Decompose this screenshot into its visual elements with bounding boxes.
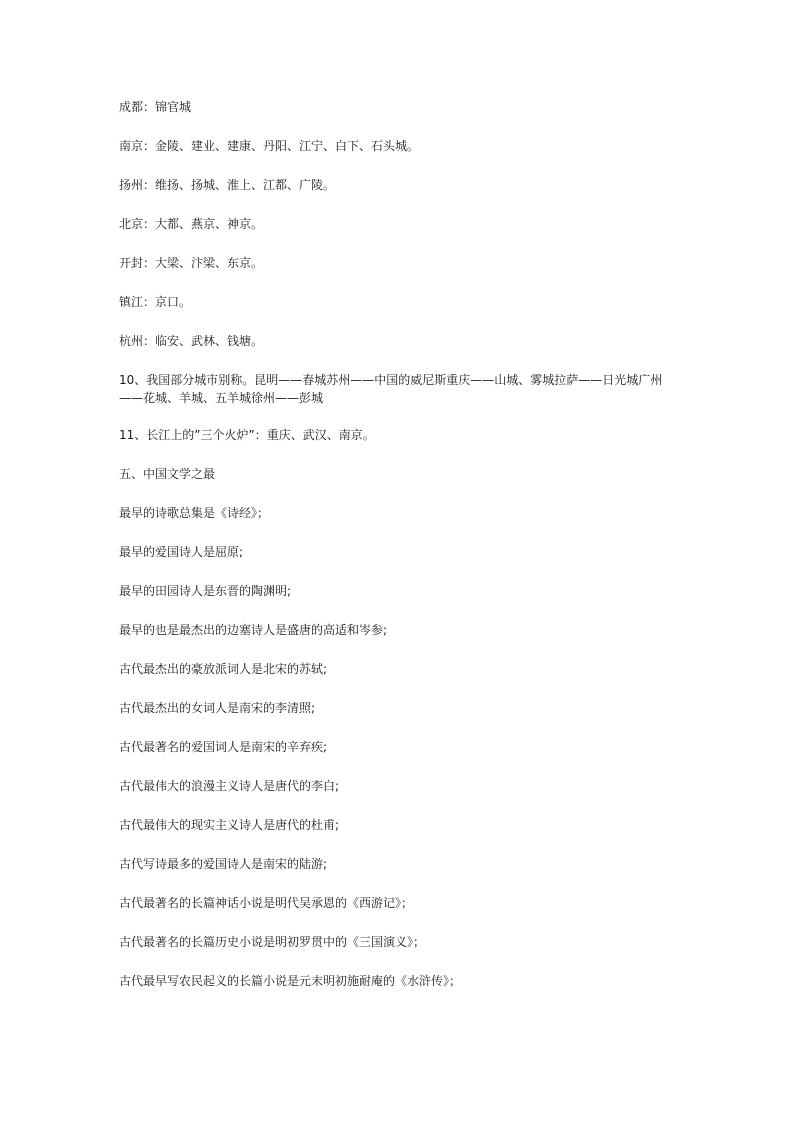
list-item: 古代最早写农民起义的长篇小说是元末明初施耐庵的《水浒传》； — [119, 974, 462, 988]
list-item: 古代最杰出的豪放派词人是北宋的苏轼; — [119, 662, 328, 676]
paragraph-kaifeng: 开封：大梁、汴梁、东京。 — [119, 256, 264, 270]
list-item: 古代最杰出的女词人是南宋的李清照; — [119, 701, 316, 715]
list-item: 古代最著名的长篇历史小说是明初罗贯中的《三国演义》； — [119, 935, 426, 949]
list-item: 最早的诗歌总集是《诗经》； — [119, 506, 270, 520]
paragraph-yangzhou: 扬州：维扬、扬城、淮上、江都、广陵。 — [119, 178, 336, 192]
list-item: 最早的也是最杰出的边塞诗人是盛唐的高适和岑参; — [119, 623, 388, 637]
list-item: 古代写诗最多的爱国诗人是南宋的陆游; — [119, 857, 328, 871]
list-item: 最早的爱国诗人是屈原; — [119, 545, 244, 559]
list-item: 古代最伟大的现实主义诗人是唐代的杜甫; — [119, 818, 340, 832]
paragraph-nanjing: 南京：金陵、建业、建康、丹阳、江宁、白下、石头城。 — [119, 139, 420, 153]
section-heading-literature: 五、中国文学之最 — [119, 467, 216, 481]
list-item: 最早的田园诗人是东晋的陶渊明; — [119, 584, 292, 598]
paragraph-hangzhou: 杭州：临安、武林、钱塘。 — [119, 334, 264, 348]
list-item: 古代最著名的长篇神话小说是明代吴承恩的《西游记》； — [119, 896, 414, 910]
paragraph-city-nicknames: 10、我国部分城市别称。昆明——春城苏州——中国的威尼斯重庆——山城、雾城拉萨——日光城广州——花城、羊城、五羊城徐州——彭城 — [119, 373, 663, 405]
paragraph-three-furnaces: 11、长江上的”三个火炉”：重庆、武汉、南京。 — [119, 428, 375, 442]
list-item: 古代最著名的爱国词人是南宋的辛弃疾; — [119, 740, 328, 754]
paragraph-chengdu: 成都：锦官城 — [119, 100, 192, 114]
paragraph-beijing: 北京：大都、燕京、神京。 — [119, 217, 264, 231]
list-item: 古代最伟大的浪漫主义诗人是唐代的李白; — [119, 779, 340, 793]
document-body — [119, 98, 679, 1011]
paragraph-zhenjiang: 镇江：京口。 — [119, 295, 192, 309]
